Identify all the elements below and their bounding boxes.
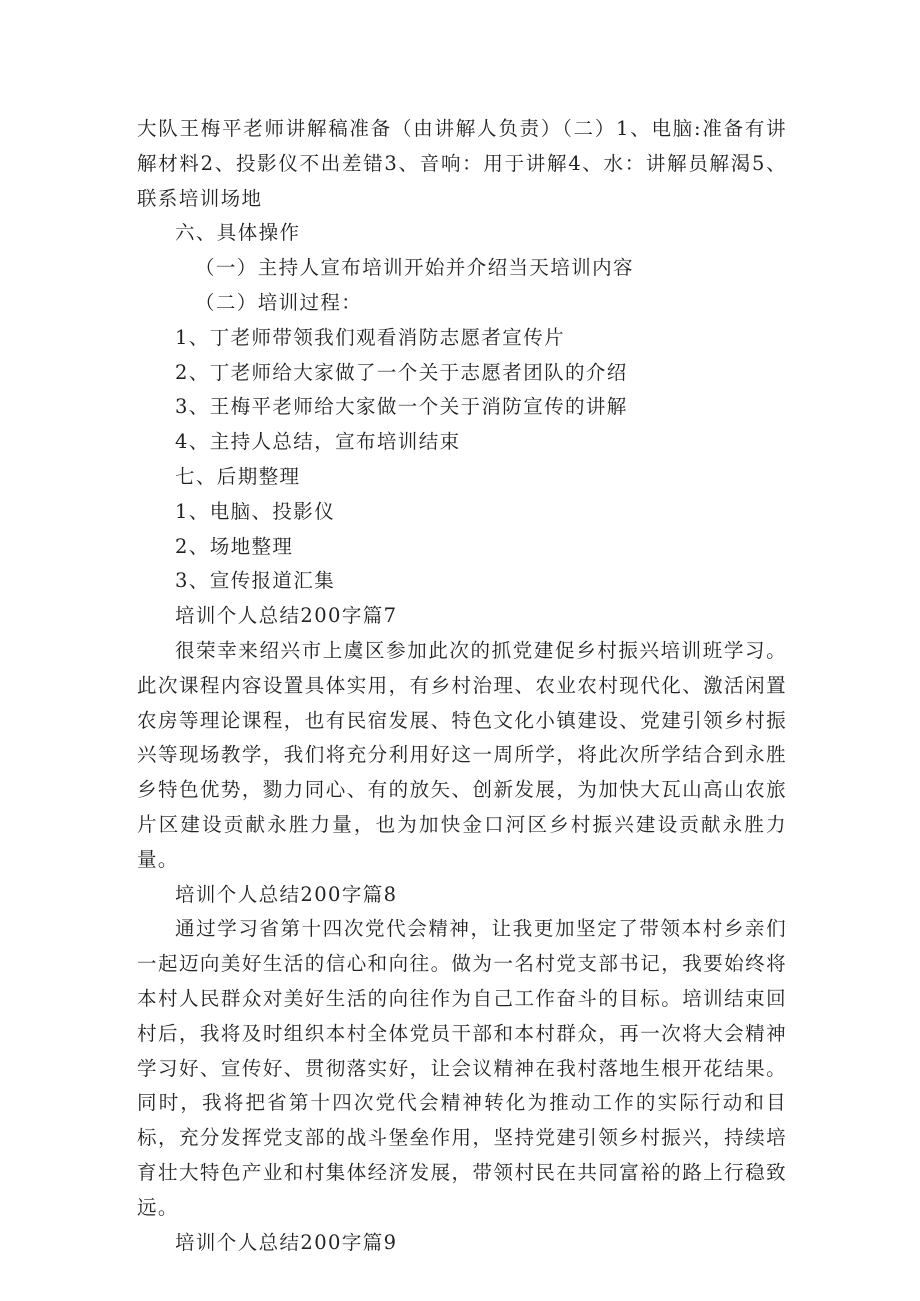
list-item: （一）主持人宣布培训开始并介绍当天培训内容 bbox=[195, 256, 634, 280]
section-heading-9: 培训个人总结200字篇9 bbox=[175, 1230, 398, 1254]
list-item: （二）培训过程： bbox=[195, 290, 363, 314]
section-heading-7: 培训个人总结200字篇7 bbox=[175, 604, 398, 628]
document-body bbox=[137, 112, 787, 1260]
list-item: 3、王梅平老师给大家做一个关于消防宣传的讲解 bbox=[175, 395, 628, 419]
list-item: 2、场地整理 bbox=[175, 534, 294, 558]
list-item: 4、主持人总结，宣布培训结束 bbox=[175, 430, 461, 454]
list-item: 1、电脑、投影仪 bbox=[175, 499, 336, 523]
list-item: 1、丁老师带领我们观看消防志愿者宣传片 bbox=[175, 325, 566, 349]
paragraph-summary-7: 很荣幸来绍兴市上虞区参加此次的抓党建促乡村振兴培训班学习。此次课程内容设置具体实用，有乡村治理、农业农村现代化、激活闲置农房等理论课程，也有民宿发展、特色文化小镇建设、党建引领乡村振兴等现场教学，我们将充分利用好这一周所学，将此次所学结合到永胜乡特色优势，勠力同心、有的放矢、创新发展，为加快大瓦山高山农旅片区建设贡献永胜力量，也为加快金口河区乡村振兴建设贡献永胜力量。 bbox=[137, 638, 787, 871]
section-heading-8: 培训个人总结200字篇8 bbox=[175, 882, 398, 906]
heading-post-processing: 七、后期整理 bbox=[175, 464, 301, 488]
list-item: 3、宣传报道汇集 bbox=[175, 569, 336, 593]
heading-specific-operation: 六、具体操作 bbox=[175, 221, 301, 245]
paragraph-summary-8: 通过学习省第十四次党代会精神，让我更加坚定了带领本村乡亲们一起迈向美好生活的信心和向往。做为一名村党支部书记，我要始终将本村人民群众对美好生活的向往作为自己工作奋斗的目标。培训结束回村后，我将及时组织本村全体党员干部和本村群众，再一次将大会精神学习好、宣传好、贯彻落实好，让会议精神在我村落地生根开花结果。同时，我将把省第十四次党代会精神转化为推动工作的实际行动和目标，充分发挥党支部的战斗堡垒作用，坚持党建引领乡村振兴，持续培育壮大特色产业和村集体经济发展，带领村民在共同富裕的路上行稳致远。 bbox=[137, 917, 787, 1219]
list-item: 2、丁老师给大家做了一个关于志愿者团队的介绍 bbox=[175, 360, 628, 384]
paragraph-preparation: 大队王梅平老师讲解稿准备（由讲解人负责）（二）1、电脑:准备有讲解材料2、投影仪不出差错3、音响：用于讲解4、水：讲解员解渴5、联系培训场地 bbox=[137, 117, 787, 210]
